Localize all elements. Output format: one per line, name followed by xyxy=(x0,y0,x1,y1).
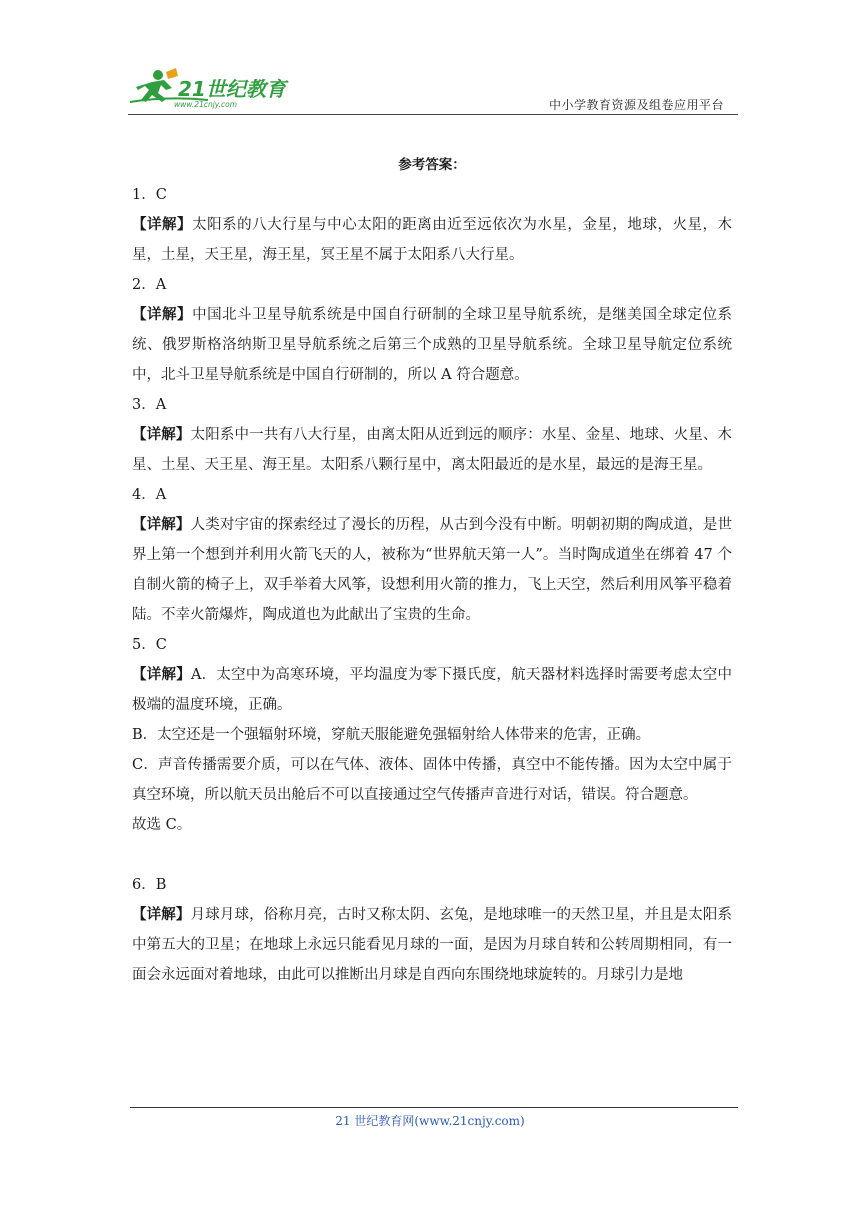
detail-tag: 【详解】 xyxy=(132,217,193,233)
answer-content xyxy=(132,150,732,990)
answer-number: 5．C xyxy=(132,637,167,653)
detail-text: A．太空中为高寒环境，平均温度为零下摄氏度，航天器材料选择时需要考虑太空中极端的温度环境，正确。 xyxy=(132,667,732,713)
answer-detail xyxy=(132,420,732,480)
svg-text:21世纪教育: 21世纪教育 xyxy=(178,77,286,101)
answer-number: 6．B xyxy=(132,877,167,893)
answer-detail xyxy=(132,900,732,990)
runner-logo-icon xyxy=(128,66,298,110)
answer-detail xyxy=(132,510,732,630)
detail-tag: 【详解】 xyxy=(132,667,191,683)
detail-option-b: B．太空还是一个强辐射环境，穿航天服能避免强辐射给人体带来的危害，正确。 xyxy=(132,727,651,743)
page-header xyxy=(128,62,738,114)
detail-text: 月球月球，俗称月亮，古时又称太阴、玄兔，是地球唯一的天然卫星，并且是太阳系中第五大的卫星；在地球上永远只能看见月球的一面，是因为月球自转和公转周期相同，有一面会永远面对着地球，由此可以推断出月球是自西向东围绕地球旋转的。月球引力是地 xyxy=(132,907,733,983)
detail-conclusion: 故选 C。 xyxy=(132,817,192,833)
answer-number: 4．A xyxy=(132,487,167,503)
answer-detail xyxy=(132,210,732,270)
detail-tag: 【详解】 xyxy=(132,517,191,533)
logo xyxy=(128,66,298,110)
answer-detail xyxy=(132,300,732,390)
detail-tag: 【详解】 xyxy=(132,907,191,923)
answer-number: 3．A xyxy=(132,397,167,413)
detail-text: 太阳系中一共有八大行星，由离太阳从近到远的顺序：水星、金星、地球、火星、木星、土星、天王星、海王星。太阳系八颗行星中，离太阳最近的是水星，最远的是海王星。 xyxy=(132,427,733,473)
detail-text: 中国北斗卫星导航系统是中国自行研制的全球卫星导航系统，是继美国全球定位系统、俄罗斯格洛纳斯卫星导航系统之后第三个成熟的卫星导航系统。全球卫星导航定位系统中，北斗卫星导航系统是中国自行研制的，所以 A 符合题意。 xyxy=(132,307,733,383)
answer-detail xyxy=(132,660,732,720)
answer-number: 1．C xyxy=(132,187,167,203)
detail-text: 人类对宇宙的探索经过了漫长的历程，从古到今没有中断。明朝初期的陶成道，是世界上第一个想到并利用火箭飞天的人，被称为“世界航天第一人”。当时陶成道坐在绑着 47 个自制火箭的椅子上，双手举着大风筝，设想利用火箭的推力，飞上天空，然后利用风筝平稳着陆。不幸火箭爆炸，陶成道也为此献出了宝贵的生命。 xyxy=(132,517,733,623)
detail-tag: 【详解】 xyxy=(132,307,193,323)
detail-text: 太阳系的八大行星与中心太阳的距离由近至远依次为水星，金星，地球，火星，木星，土星，天王星，海王星，冥王星不属于太阳系八大行星。 xyxy=(132,217,733,263)
svg-text:www.21cnjy.com: www.21cnjy.com xyxy=(174,100,238,109)
footer-divider xyxy=(130,1107,738,1108)
header-divider xyxy=(128,114,738,115)
answer-number: 2．A xyxy=(132,277,167,293)
detail-option-c: C．声音传播需要介质，可以在气体、液体、固体中传播，真空中不能传播。因为太空中属于真空环境，所以航天员出舱后不可以直接通过空气传播声音进行对话，错误。符合题意。 xyxy=(132,757,732,803)
platform-name: 中小学教育资源及组卷应用平台 xyxy=(548,98,724,112)
detail-tag: 【详解】 xyxy=(132,427,191,443)
answers-title: 参考答案： xyxy=(398,157,466,173)
footer-text: 21 世纪教育网(www.21cnjy.com) xyxy=(335,1114,525,1128)
blank-gap xyxy=(132,840,732,870)
